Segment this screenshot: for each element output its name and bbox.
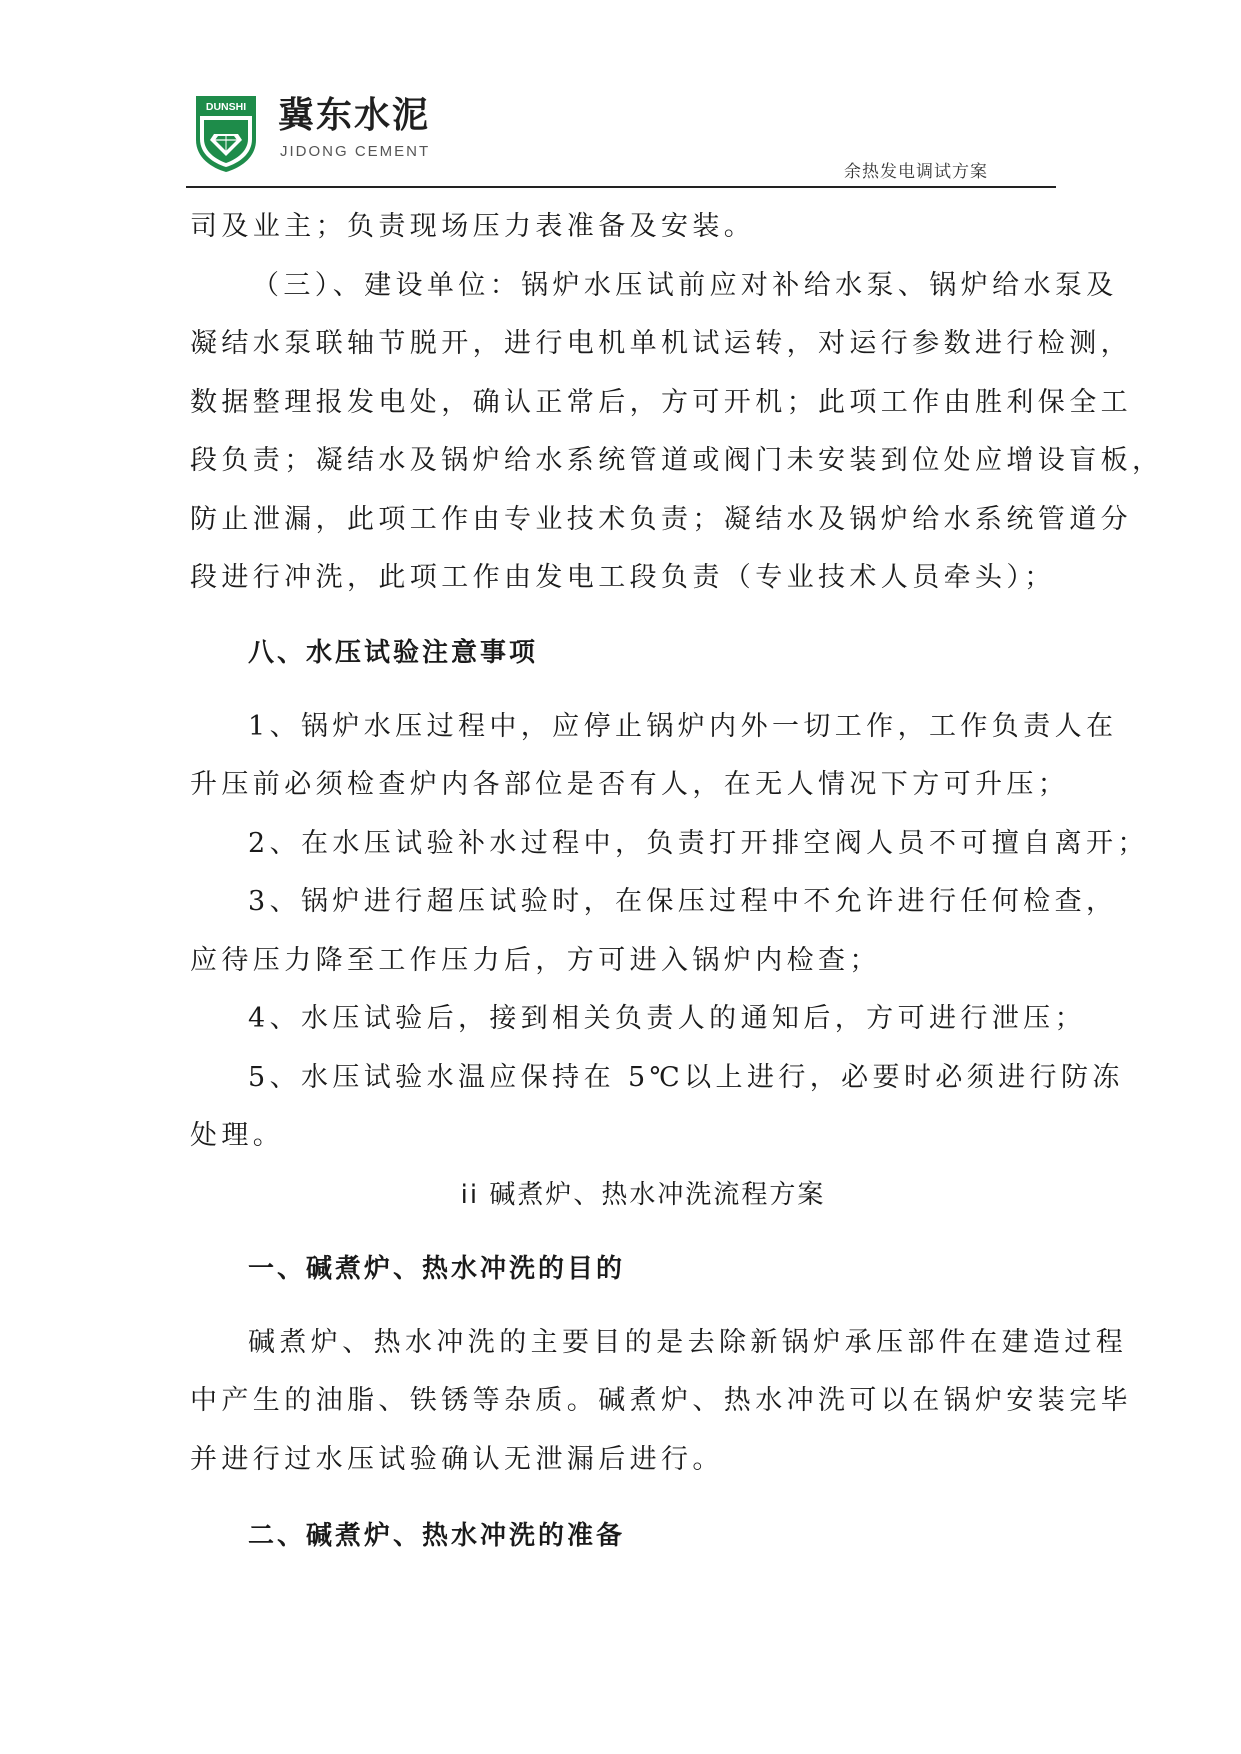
list-item-line: 升压前必须检查炉内各部位是否有人，在无人情况下方可升压； (190, 769, 1070, 800)
list-item-line: 1、锅炉水压过程中，应停止锅炉内外一切工作，工作负责人在 (248, 710, 1118, 742)
document-body (190, 198, 1164, 1565)
company-name-cn: 冀东水泥 (278, 95, 431, 136)
dunshi-logo-icon (194, 94, 258, 174)
section-heading: 一、碱煮炉、热水冲洗的目的 (248, 1253, 626, 1284)
list-item-line: 2、在水压试验补水过程中，负责打开排空阀人员不可擅自离开； (248, 827, 1149, 859)
paragraph-line: 段进行冲洗，此项工作由发电工段负责（专业技术人员牵头）； (190, 562, 1056, 593)
paragraph-line: 数据整理报发电处，确认正常后，方可开机；此项工作由胜利保全工 (190, 386, 1132, 418)
paragraph-line: 碱煮炉、热水冲洗的主要目的是去除新锅炉承压部件在建造过程 (248, 1326, 1128, 1358)
paragraph-line: 中产生的油脂、铁锈等杂质。碱煮炉、热水冲洗可以在锅炉安装完毕 (190, 1385, 1132, 1416)
list-item-line: 4、水压试验后，接到相关负责人的通知后，方可进行泄压； (248, 1003, 1086, 1034)
list-item-line: 3、锅炉进行超压试验时，在保压过程中不允许进行任何检查， (248, 886, 1118, 917)
list-item-line: 应待压力降至工作压力后，方可进入锅炉内检查； (190, 944, 881, 976)
section-title: ii 碱煮炉、热水冲洗流程方案 (460, 1179, 826, 1210)
paragraph-line: 段负责；凝结水及锅炉给水系统管道或阀门未安装到位处应增设盲板， (190, 445, 1164, 476)
section-heading: 二、碱煮炉、热水冲洗的准备 (248, 1521, 626, 1551)
list-item-line: 5、水压试验水温应保持在 5℃以上进行，必要时必须进行防冻 (248, 1061, 1124, 1093)
paragraph-line: （三）、建设单位：锅炉水压试前应对补给水泵、锅炉给水泵及 (252, 269, 1118, 301)
page-header (186, 88, 1056, 188)
list-item-line: 处理。 (190, 1120, 285, 1151)
paragraph-line: 凝结水泵联轴节脱开，进行电机单机试运转，对运行参数进行检测， (190, 328, 1132, 359)
header-divider (186, 186, 1056, 188)
paragraph-line: 司及业主；负责现场压力表准备及安装。 (190, 211, 756, 242)
paragraph-line: 并进行过水压试验确认无泄漏后进行。 (190, 1443, 724, 1475)
document-title: 余热发电调试方案 (844, 162, 988, 182)
company-name-en: JIDONG CEMENT (280, 143, 431, 160)
paragraph-line: 防止泄漏，此项工作由专业技术负责；凝结水及锅炉给水系统管道分 (190, 503, 1132, 535)
section-heading: 八、水压试验注意事项 (248, 637, 539, 668)
logo-text: DUNSHI (205, 101, 247, 113)
